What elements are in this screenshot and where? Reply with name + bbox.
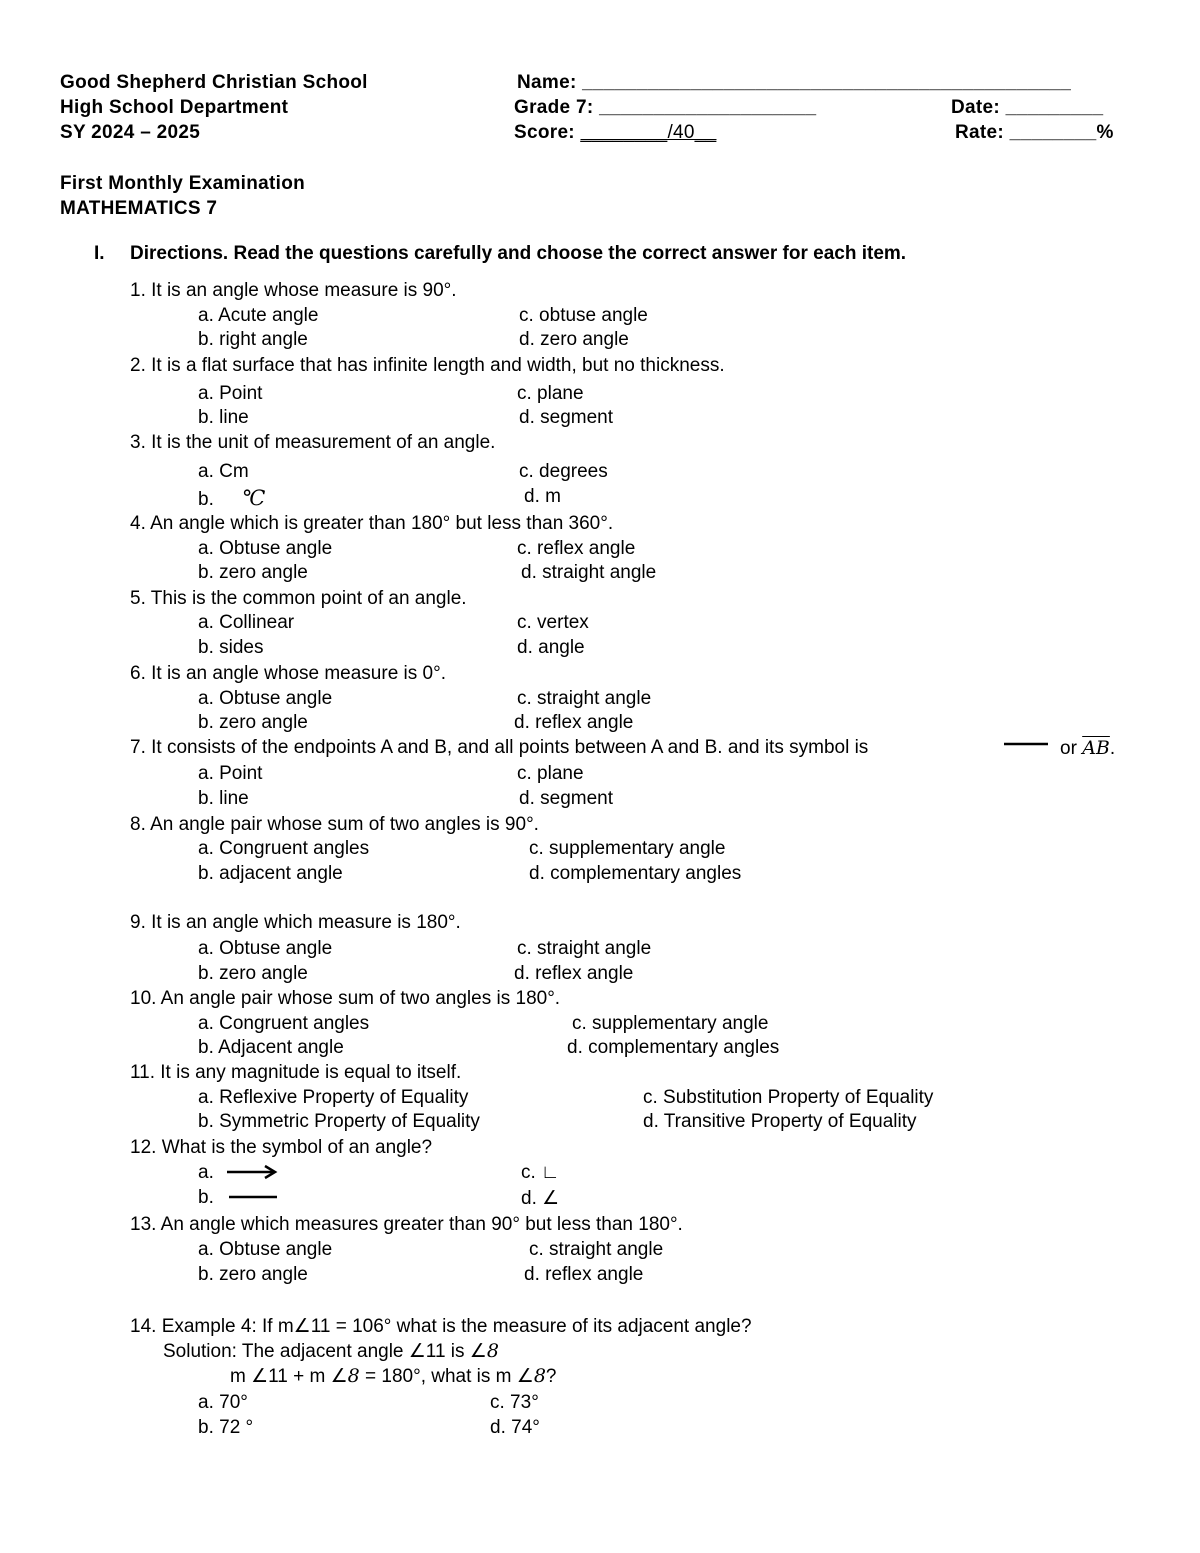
q14-eq-8b: 8 (533, 1365, 546, 1387)
q12-option-c[interactable]: c. ∟ (521, 1162, 560, 1183)
q14-eq-end: ? (545, 1366, 557, 1387)
q14-eq-part1: m ∠11 + m ∠ (230, 1366, 348, 1387)
section-numeral: I. (94, 243, 105, 264)
q6-option-c[interactable]: c. straight angle (517, 688, 652, 709)
celsius-symbol: ℃ (241, 486, 266, 510)
q6-option-d[interactable]: d. reflex angle (514, 712, 634, 733)
q8-option-b[interactable]: b. adjacent angle (198, 863, 343, 884)
q6-option-a[interactable]: a. Obtuse angle (198, 688, 333, 709)
q9-option-c[interactable]: c. straight angle (517, 938, 652, 959)
q12-option-a[interactable]: a. (198, 1162, 214, 1183)
score-field[interactable] (514, 122, 717, 144)
q7-option-a[interactable]: a. Point (198, 763, 263, 784)
q14-solution-text: Solution: The adjacent angle ∠11 is ∠ (163, 1341, 487, 1362)
rate-field[interactable]: Rate: ________% (955, 122, 1114, 143)
question-10: 10. An angle pair whose sum of two angles is 180°. (130, 988, 561, 1009)
q2-option-c[interactable]: c. plane (517, 383, 584, 404)
date-field[interactable]: Date: _________ (951, 97, 1104, 118)
q7-period: . (1109, 738, 1116, 759)
q11-option-b[interactable]: b. Symmetric Property of Equality (198, 1111, 480, 1132)
question-14: 14. Example 4: If m∠11 = 106° what is the measure of its adjacent angle? (130, 1316, 752, 1337)
q5-option-a[interactable]: a. Collinear (198, 612, 295, 633)
grade-field[interactable]: Grade 7: ____________________ (514, 97, 817, 118)
q4-option-b[interactable]: b. zero angle (198, 562, 308, 583)
q4-option-a[interactable]: a. Obtuse angle (198, 538, 333, 559)
segment-symbol-icon (1004, 742, 1048, 748)
question-3: 3. It is the unit of measurement of an angle. (130, 432, 496, 453)
q2-option-b[interactable]: b. line (198, 407, 249, 428)
directions: Directions. Read the questions carefully and choose the correct answer for each item. (130, 243, 907, 264)
question-2: 2. It is a flat surface that has infinite length and width, but no thickness. (130, 355, 725, 376)
q14-solution-line1 (163, 1340, 499, 1363)
school-year: SY 2024 – 2025 (60, 122, 201, 143)
q3-option-b-letter: b. (198, 489, 214, 510)
q14-eq-part2: = 180°, what is m ∠ (359, 1366, 534, 1387)
q13-option-c[interactable]: c. straight angle (529, 1239, 664, 1260)
question-6: 6. It is an angle whose measure is 0°. (130, 663, 446, 684)
q7-option-b[interactable]: b. line (198, 788, 249, 809)
q12-option-d[interactable]: d. ∠ (521, 1188, 560, 1209)
q7-option-c[interactable]: c. plane (517, 763, 584, 784)
q10-option-a[interactable]: a. Congruent angles (198, 1013, 370, 1034)
q5-option-d[interactable]: d. angle (517, 637, 585, 658)
question-8: 8. An angle pair whose sum of two angles is 90°. (130, 814, 539, 835)
ray-arrow-icon (227, 1164, 279, 1180)
question-5: 5. This is the common point of an angle. (130, 588, 467, 609)
q3-option-d[interactable]: d. m (524, 486, 561, 507)
question-1: 1. It is an angle whose measure is 90°. (130, 280, 457, 301)
q11-option-c[interactable]: c. Substitution Property of Equality (643, 1087, 934, 1108)
q10-option-b[interactable]: b. Adjacent angle (198, 1037, 344, 1058)
q14-eq-8a: 8 (347, 1365, 360, 1387)
q11-option-d[interactable]: d. Transitive Property of Equality (643, 1111, 917, 1132)
question-13: 13. An angle which measures greater than 90° but less than 180°. (130, 1214, 683, 1235)
q5-option-c[interactable]: c. vertex (517, 612, 589, 633)
q11-option-a[interactable]: a. Reflexive Property of Equality (198, 1087, 469, 1108)
q13-option-a[interactable]: a. Obtuse angle (198, 1239, 333, 1260)
q1-option-a[interactable]: a. Acute angle (198, 305, 319, 326)
q8-option-c[interactable]: c. supplementary angle (529, 838, 726, 859)
q2-option-a[interactable]: a. Point (198, 383, 263, 404)
q8-option-d[interactable]: d. complementary angles (529, 863, 742, 884)
q1-option-d[interactable]: d. zero angle (519, 329, 629, 350)
q4-option-d[interactable]: d. straight angle (521, 562, 657, 583)
q7-option-d[interactable]: d. segment (519, 788, 613, 809)
question-12: 12. What is the symbol of an angle? (130, 1137, 433, 1158)
question-9: 9. It is an angle which measure is 180°. (130, 912, 461, 933)
exam-title: First Monthly Examination (60, 173, 306, 194)
q3-option-a[interactable]: a. Cm (198, 461, 249, 482)
q9-option-b[interactable]: b. zero angle (198, 963, 308, 984)
school-name: Good Shepherd Christian School (60, 72, 368, 93)
q13-option-b[interactable]: b. zero angle (198, 1264, 308, 1285)
question-4: 4. An angle which is greater than 180° but less than 360°. (130, 513, 614, 534)
q1-option-c[interactable]: c. obtuse angle (519, 305, 648, 326)
q14-option-c[interactable]: c. 73° (490, 1392, 539, 1413)
subject: MATHEMATICS 7 (60, 198, 218, 219)
question-11: 11. It is any magnitude is equal to itself. (130, 1062, 462, 1083)
q10-option-d[interactable]: d. complementary angles (567, 1037, 780, 1058)
q5-option-b[interactable]: b. sides (198, 637, 264, 658)
q13-option-d[interactable]: d. reflex angle (524, 1264, 644, 1285)
q1-option-b[interactable]: b. right angle (198, 329, 308, 350)
department: High School Department (60, 97, 289, 118)
line-segment-icon (229, 1195, 277, 1201)
q14-solution-line2 (230, 1365, 556, 1388)
q9-option-d[interactable]: d. reflex angle (514, 963, 634, 984)
q10-option-c[interactable]: c. supplementary angle (572, 1013, 769, 1034)
q8-option-a[interactable]: a. Congruent angles (198, 838, 370, 859)
q3-option-c[interactable]: c. degrees (519, 461, 608, 482)
question-7: 7. It consists of the endpoints A and B, and all points between A and B. and its symbol is (130, 737, 869, 758)
q12-option-b[interactable]: b. (198, 1187, 214, 1208)
name-field[interactable]: Name: _____________________________________________ (517, 72, 1072, 93)
q14-option-b[interactable]: b. 72 ° (198, 1417, 254, 1438)
q14-option-d[interactable]: d. 74° (490, 1417, 540, 1438)
score-blank: ________/40__ (580, 122, 717, 143)
q14-angle-8: 8 (486, 1340, 499, 1362)
segment-ab-symbol: $\overline{AB}$ (1082, 737, 1110, 759)
q9-option-a[interactable]: a. Obtuse angle (198, 938, 333, 959)
q3-option-b[interactable] (198, 486, 265, 511)
q2-option-d[interactable]: d. segment (519, 407, 613, 428)
q7-or-text: or (1060, 738, 1077, 759)
q6-option-b[interactable]: b. zero angle (198, 712, 308, 733)
q7-or (1060, 737, 1115, 760)
q4-option-c[interactable]: c. reflex angle (517, 538, 636, 559)
score-label: Score: (514, 122, 581, 143)
q14-option-a[interactable]: a. 70° (198, 1392, 248, 1413)
